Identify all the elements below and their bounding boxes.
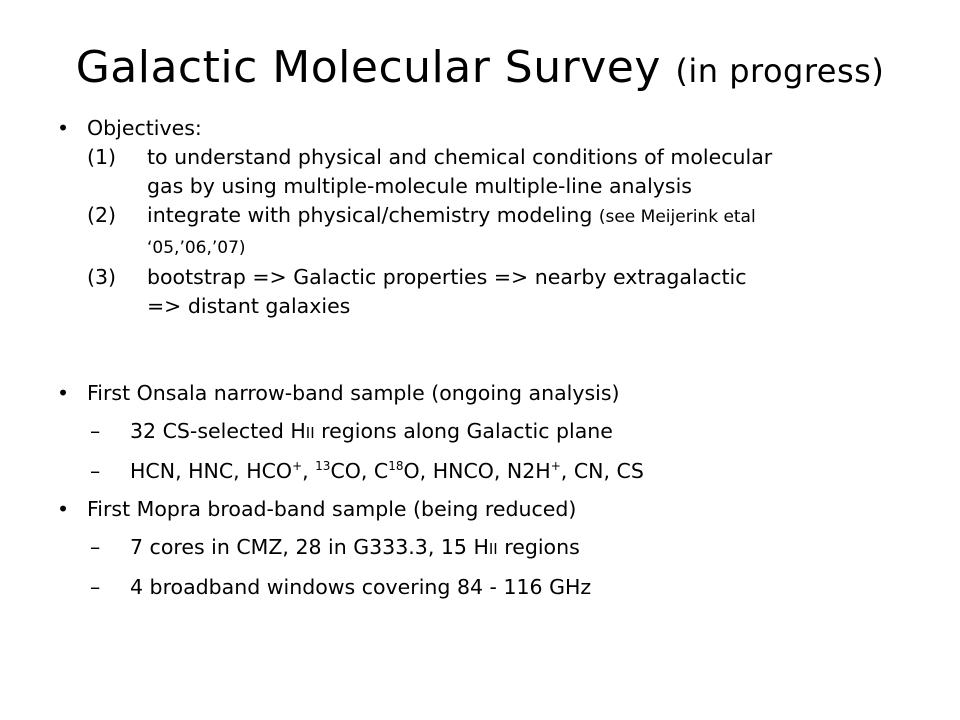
superscript: 13 (315, 459, 331, 473)
objectives-list (87, 143, 940, 321)
sub-text: 7 cores in CMZ, 28 in G333.3, 15 H (130, 535, 489, 559)
objective-reference: (see Meijerink etal ‘05,’06,’07) (147, 207, 756, 258)
sub-text: 32 CS-selected H (130, 419, 306, 443)
objective-line: => distant galaxies (147, 294, 351, 318)
dash-icon: – (90, 459, 101, 483)
sub-text-roman: II (305, 424, 315, 442)
bullet-icon: • (57, 116, 70, 140)
objective-text (147, 201, 847, 263)
sub-text: CO, C (330, 459, 389, 483)
sub-text: HCN, HNC, HCO (130, 459, 293, 483)
objective-number: (2) (87, 203, 117, 227)
bullet-icon: • (57, 381, 70, 405)
onsala-sub-molecules (50, 457, 940, 486)
objective-item (87, 201, 940, 263)
sub-text: 4 broadband windows covering 84 - 116 GHz (130, 575, 592, 599)
dash-icon: – (90, 419, 101, 443)
title-suffix: (in progress) (675, 52, 885, 90)
superscript: 18 (388, 459, 404, 473)
dash-icon: – (90, 575, 101, 599)
sub-text: O, HNCO, N2H (403, 459, 551, 483)
superscript: + (550, 459, 561, 473)
objective-number: (3) (87, 265, 117, 289)
objective-number: (1) (87, 145, 117, 169)
onsala-sub-regions (50, 417, 940, 448)
bullet-objectives (50, 114, 940, 143)
onsala-label: First Onsala narrow-band sample (ongoing analysis) (87, 381, 620, 405)
mopra-sub-windows (50, 573, 940, 602)
spacer (50, 486, 940, 495)
sub-text-roman: II (488, 540, 498, 558)
bullet-icon: • (57, 497, 70, 521)
title-main: Galactic Molecular Survey (75, 42, 661, 93)
objective-line: gas by using multiple-molecule multiple-line analysis (147, 174, 692, 198)
mopra-label: First Mopra broad-band sample (being reduced) (87, 497, 577, 521)
slide-title (0, 38, 960, 101)
sub-text: , (302, 459, 316, 483)
slide-content (50, 114, 940, 602)
objective-item (87, 143, 940, 201)
objective-line: bootstrap => Galactic properties => nearby extragalactic (147, 265, 747, 289)
dash-icon: – (90, 535, 101, 559)
sub-text: regions along Galactic plane (314, 419, 613, 443)
spacer (50, 321, 940, 379)
objective-text-main: integrate with physical/chemistry modeling (147, 203, 599, 227)
bullet-onsala (50, 379, 940, 408)
mopra-sub-cores (50, 533, 940, 564)
superscript: + (292, 459, 303, 473)
sub-text: regions (497, 535, 580, 559)
objective-item (87, 263, 940, 321)
sub-text: , CN, CS (560, 459, 644, 483)
objective-line: to understand physical and chemical conditions of molecular (147, 145, 773, 169)
objectives-label: Objectives: (87, 116, 202, 140)
bullet-mopra (50, 495, 940, 524)
